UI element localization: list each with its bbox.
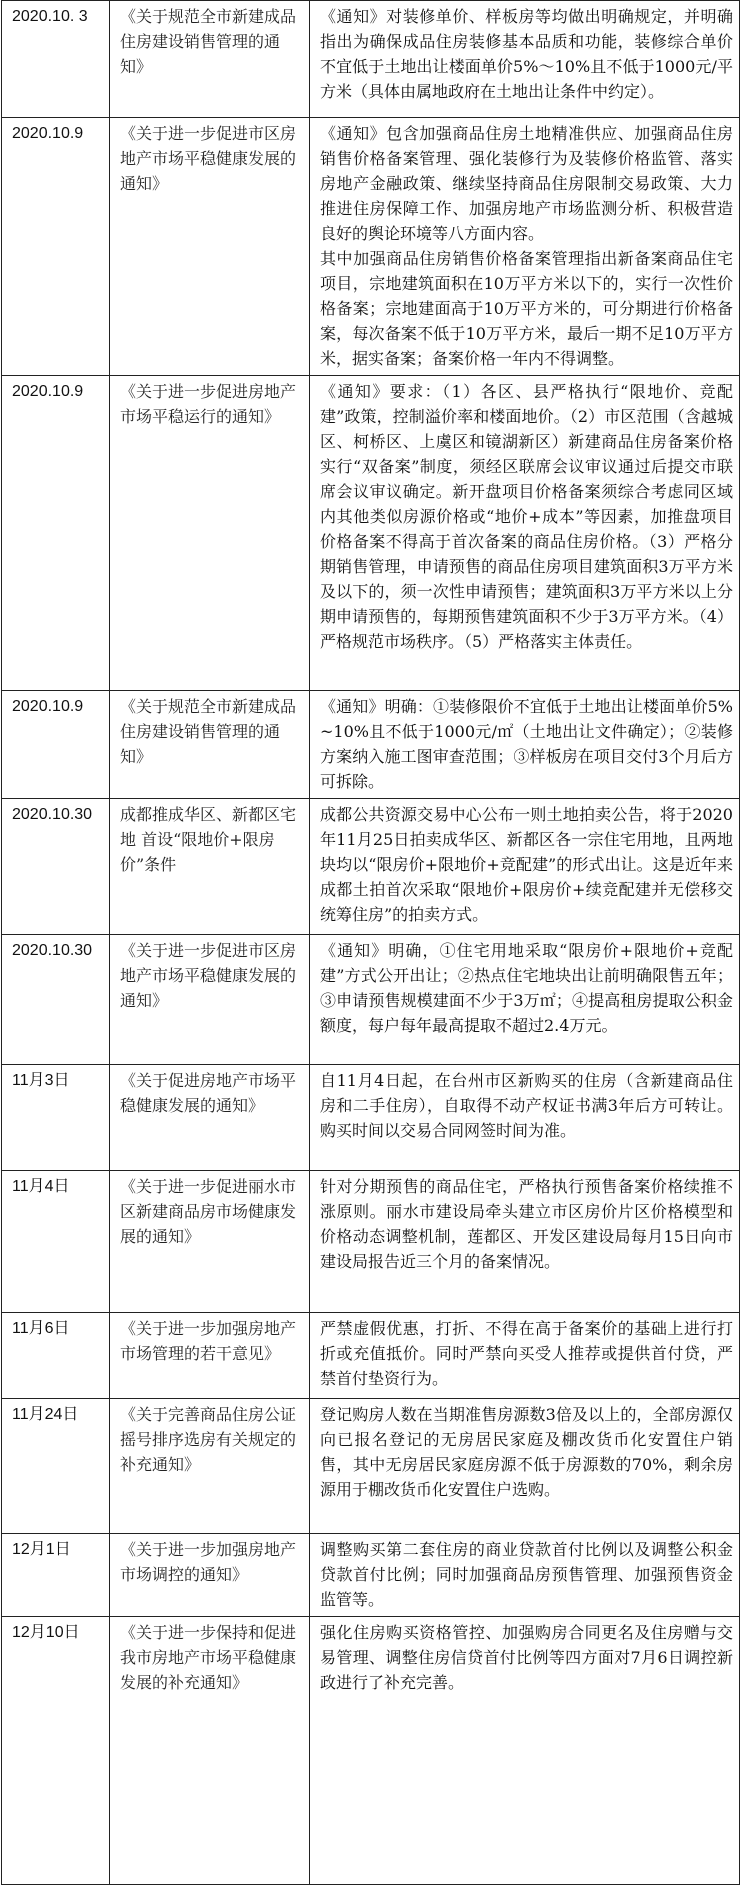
row-document-title: 《关于规范全市新建成品住房建设销售管理的通知》: [110, 1, 310, 118]
row-document-title: 《关于进一步加强房地产市场管理的若干意见》: [110, 1313, 310, 1399]
row-content: [310, 376, 740, 691]
table-row: [2, 1171, 740, 1313]
row-document-title: 《关于完善商品住房公证摇号排序选房有关规定的补充通知》: [110, 1399, 310, 1534]
content-paragraph: 严禁虚假优惠，打折、不得在高于备案价的基础上进行打折或充值抵价。同时严禁向买受人推荐或提供首付贷，严禁首付垫资行为。: [320, 1319, 733, 1388]
row-content: [310, 1313, 740, 1399]
row-date: 11月3日: [2, 1065, 110, 1171]
row-document-title: 《关于进一步促进丽水市区新建商品房市场健康发展的通知》: [110, 1171, 310, 1313]
content-paragraph: 《通知》包含加强商品住房土地精准供应、加强商品住房销售价格备案管理、强化装修行为及装修价格监管、落实房地产金融政策、继续坚持商品住房限制交易政策、大力推进住房保障工作、加强房地产市场监测分析、积极营造良好的舆论环境等八方面内容。: [320, 124, 733, 243]
content-paragraph: 其中加强商品住房销售价格备案管理指出新备案商品住宅项目，宗地建筑面积在10万平方米以下的，实行一次性价格备案；宗地建面高于10万平方米的，可分期进行价格备案，每次备案不低于10万平方米，最后一期不足10万平方米，据实备案；备案价格一年内不得调整。: [320, 249, 733, 368]
table-row: [2, 1065, 740, 1171]
row-content: [310, 799, 740, 935]
row-date: 2020.10.9: [2, 376, 110, 691]
content-paragraph: 《通知》明确：①装修限价不宜低于土地出让楼面单价5%~10%且不低于1000元/㎡（土地出让文件确定）；②装修方案纳入施工图审查范围；③样板房在项目交付3个月后方可拆除。: [320, 697, 733, 791]
content-paragraph: 《通知》对装修单价、样板房等均做出明确规定，并明确指出为确保成品住房装修基本品质和功能，装修综合单价不宜低于土地出让楼面单价5%～10%且不低于1000元/平方米（具体由属地政府在土地出让条件中约定）。: [320, 7, 733, 101]
row-content: [310, 691, 740, 799]
table-row: [2, 1, 740, 118]
row-content: [310, 1, 740, 118]
content-paragraph: 成都公共资源交易中心公布一则土地拍卖公告，将于2020年11月25日拍卖成华区、新都区各一宗住宅用地，且两地块均以“限房价+限地价+竞配建”的形式出让。这是近年来成都土拍首次采取“限地价+限房价+续竞配建并无偿移交统筹住房”的拍卖方式。: [320, 805, 733, 924]
row-date: 2020.10. 3: [2, 1, 110, 118]
content-paragraph: 《通知》明确，①住宅用地采取“限房价+限地价+竞配建”方式公开出让；②热点住宅地块出让前明确限售五年；③申请预售规模建面不少于3万㎡；④提高租房提取公积金额度，每户每年最高提取不超过2.4万元。: [320, 941, 733, 1035]
row-content: [310, 1171, 740, 1313]
row-date: 2020.10.30: [2, 799, 110, 935]
row-document-title: 成都推成华区、新都区宅地 首设“限地价+限房价”条件: [110, 799, 310, 935]
content-paragraph: 登记购房人数在当期准售房源数3倍及以上的，全部房源仅向已报名登记的无房居民家庭及棚改货币化安置住户销售，其中无房居民家庭房源不低于房源数的70%，剩余房源用于棚改货币化安置住户选购。: [320, 1405, 733, 1499]
row-document-title: 《关于规范全市新建成品住房建设销售管理的通知》: [110, 691, 310, 799]
content-paragraph: 《通知》要求：（1）各区、县严格执行“限地价、竞配建”政策，控制溢价率和楼面地价。（2）市区范围（含越城区、柯桥区、上虞区和镜湖新区）新建商品住房备案价格实行“双备案”制度，须经区联席会议审议通过后提交市联席会议审议确定。新开盘项目价格备案须综合考虑同区域内其他类似房源价格或“地价+成本”等因素，加推盘项目价格备案不得高于首次备案的商品住房价格。（3）严格分期销售管理，申请预售的商品住房项目建筑面积3万平方米及以下的，须一次性申请预售；建筑面积3万平方米以上分期申请预售的，每期预售建筑面积不少于3万平方米。（4）严格规范市场秩序。（5）严格落实主体责任。: [320, 382, 733, 651]
row-document-title: 《关于进一步促进房地产市场平稳运行的通知》: [110, 376, 310, 691]
content-paragraph: 强化住房购买资格管控、加强购房合同更名及住房赠与交易管理、调整住房信贷首付比例等四方面对7月6日调控新政进行了补充完善。: [320, 1623, 733, 1692]
row-content: [310, 1065, 740, 1171]
row-date: 12月10日: [2, 1617, 110, 1885]
row-content: [310, 118, 740, 376]
table-row: [2, 1617, 740, 1885]
row-document-title: 《关于进一步促进市区房地产市场平稳健康发展的通知》: [110, 118, 310, 376]
table-row: [2, 118, 740, 376]
row-document-title: 《关于进一步促进市区房地产市场平稳健康发展的通知》: [110, 935, 310, 1065]
content-paragraph: 针对分期预售的商品住宅，严格执行预售备案价格续推不涨原则。丽水市建设局牵头建立市区房价片区价格模型和价格动态调整机制，莲都区、开发区建设局每月15日向市建设局报告近三个月的备案情况。: [320, 1177, 733, 1271]
row-date: 2020.10.9: [2, 691, 110, 799]
table-row: [2, 691, 740, 799]
row-date: 11月4日: [2, 1171, 110, 1313]
table-row: [2, 799, 740, 935]
row-document-title: 《关于进一步保持和促进我市房地产市场平稳健康发展的补充通知》: [110, 1617, 310, 1885]
policy-table-body: [2, 1, 740, 1885]
row-document-title: 《关于促进房地产市场平稳健康发展的通知》: [110, 1065, 310, 1171]
table-row: [2, 376, 740, 691]
row-content: [310, 1534, 740, 1617]
content-paragraph: 调整购买第二套住房的商业贷款首付比例以及调整公积金贷款首付比例；同时加强商品房预售管理、加强预售资金监管等。: [320, 1540, 733, 1609]
table-row: [2, 935, 740, 1065]
table-row: [2, 1399, 740, 1534]
policy-table: [1, 0, 740, 1885]
row-date: 2020.10.30: [2, 935, 110, 1065]
table-row: [2, 1534, 740, 1617]
table-row: [2, 1313, 740, 1399]
row-content: [310, 935, 740, 1065]
row-date: 11月24日: [2, 1399, 110, 1534]
row-document-title: 《关于进一步加强房地产市场调控的通知》: [110, 1534, 310, 1617]
row-date: 12月1日: [2, 1534, 110, 1617]
row-content: [310, 1399, 740, 1534]
row-date: 2020.10.9: [2, 118, 110, 376]
row-content: [310, 1617, 740, 1885]
row-date: 11月6日: [2, 1313, 110, 1399]
content-paragraph: 自11月4日起，在台州市区新购买的住房（含新建商品住房和二手住房），自取得不动产权证书满3年后方可转让。购买时间以交易合同网签时间为准。: [320, 1071, 733, 1140]
